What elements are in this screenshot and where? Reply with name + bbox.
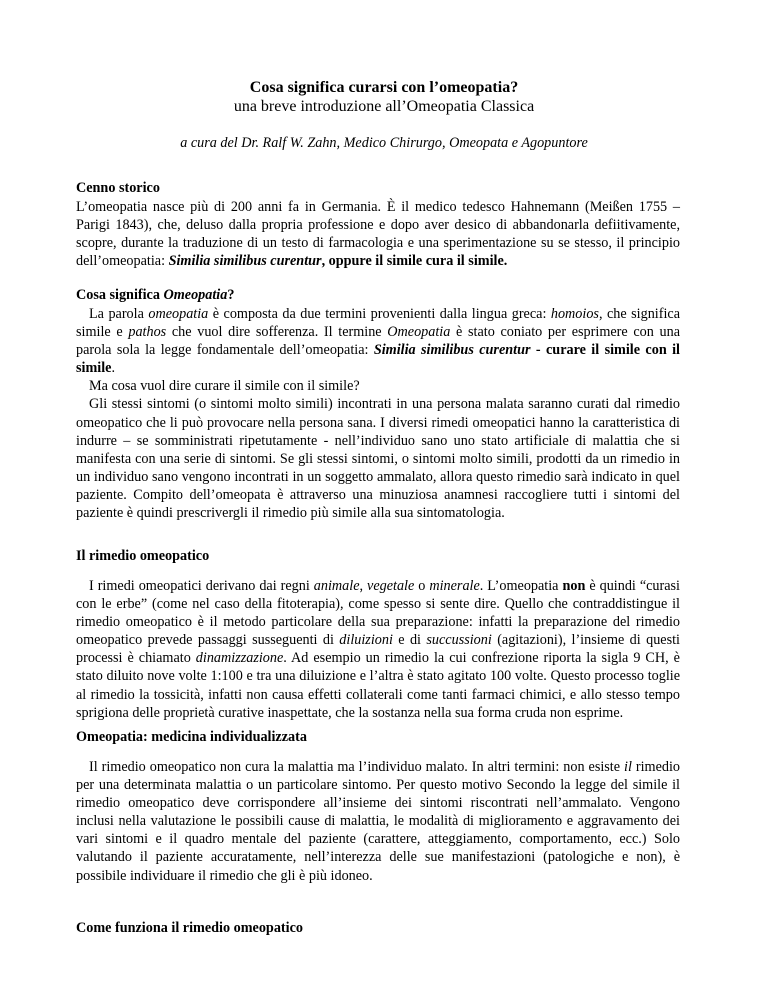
emphasis: il — [624, 759, 632, 775]
strong-emphasis: non — [562, 578, 586, 594]
section-heading-cosa-significa — [76, 287, 234, 304]
paragraph-text: , che significa simile e — [76, 306, 680, 341]
emphasis: minerale — [429, 578, 480, 594]
heading-text: Cosa significa — [76, 287, 164, 303]
section-heading-rimedio: Il rimedio omeopatico — [76, 548, 210, 564]
motto-translation: - curare il simile con il simile — [76, 342, 680, 377]
motto-translation: , oppure il simile cura il simile. — [321, 253, 508, 270]
emphasis: diluizioni — [339, 632, 393, 649]
paragraph-text: . L’omeopatia — [479, 578, 563, 594]
heading-emphasis: Omeopatia — [163, 287, 228, 303]
paragraph-text: L’omeopatia nasce più di 200 anni fa in Germania. È il medico tedesco Hahnemann (Meißen 1755 – Parigi 1843), che, deluso dalla propria professione e dopo aver desico di abbandonarla defiitivamente, scopre, durante la traduzione di un testo di farmacologia e una sperimentazione su se stesso, il principio dell’omeopatia: — [76, 199, 680, 270]
paragraph-text: è composta da due termini provenienti dalla lingua greca: — [208, 306, 551, 322]
heading-text: ? — [227, 287, 235, 303]
paragraph-rimedio — [76, 577, 680, 722]
paragraph-text: (agitazioni), l’insieme di questi processi è chiamato — [76, 632, 680, 667]
author-byline: a cura del Dr. Ralf W. Zahn, Medico Chirurgo, Omeopata e Agopuntore — [180, 135, 588, 151]
paragraph-individualizzata — [76, 758, 680, 885]
emphasis: animale — [313, 578, 360, 594]
section-heading-come-funziona: Come funziona il rimedio omeopatico — [76, 920, 303, 936]
paragraph-cenno-storico — [76, 198, 680, 270]
paragraph-text: o — [414, 578, 430, 594]
emphasis: pathos — [128, 324, 167, 341]
paragraph-text: , — [359, 578, 368, 594]
document-title: Cosa significa curarsi con l’omeopatia? — [249, 79, 519, 96]
emphasis: omeopatia — [148, 306, 209, 322]
paragraph-cosa-significa — [76, 305, 680, 522]
section-heading-individualizzata: Omeopatia: medicina individualizzata — [76, 729, 307, 745]
emphasis: vegetale — [367, 578, 415, 594]
document-subtitle: una breve introduzione all’Omeopatia Classica — [233, 98, 535, 115]
latin-motto: Similia similibus curentur — [373, 342, 531, 359]
paragraph-text: . — [111, 360, 116, 377]
paragraph-text: è stato coniato per esprimere con una parola sola la legge fondamentale dell’omeopatia: — [76, 324, 680, 359]
emphasis: dinamizzazione — [195, 650, 284, 667]
paragraph-text: I rimedi omeopatici derivano dai regni — [89, 578, 314, 594]
paragraph-text: . Ad esempio un rimedio la cui confrezione riporta la sigla 9 CH, è stato diluito nove volte 1:100 e tra una diluizione e l’altra è stato agitato 100 volte. Questo processo toglie al rimedio la tossicità, infatti non causa effetti collaterali come tanti farmaci chimici, e allo stesso tempo sprigiona delle proprietà curative inaspettate, che la sostanza nella sua forma cruda non esprime. — [76, 650, 680, 721]
emphasis: homoios — [550, 306, 599, 322]
section-heading-cenno-storico: Cenno storico — [76, 180, 160, 196]
paragraph-text: e di — [392, 632, 427, 649]
paragraph-question: Ma cosa vuol dire curare il simile con il simile? — [89, 378, 360, 395]
paragraph-text: che vuol dire sofferenza. Il termine — [166, 324, 388, 341]
emphasis: Omeopatia — [387, 324, 451, 341]
paragraph-text: è quindi “curasi con le erbe” (come nel caso della fitoterapia), come spesso si sente dire. Quello che contraddistingue il rimedio omeopatico è il metodo particolare della sua preparazione: infatti la preparazione del rimedio omeopatico prevede passaggi susseguenti di — [76, 578, 681, 649]
paragraph-text: rimedio per una determinata malattia o un particolare sintomo. Per questo motivo Secondo la legge del simile il rimedio omeopatico deve corrispondere all’insieme dei sintomi riscontrati nell’ammalato. Vengono inclusi nella valutazione le possibili cause di malattia, le modalità di miglioramento e aggravamento dei vari sintomi e il quadro mentale del paziente (carattere, atteggiamento, comportamento, ecc.) Solo valutando il paziente accuratamente, nell’interezza delle sue manifestazioni (patologiche e non), è possibile individuare il rimedio che gli è più idoneo. — [76, 759, 680, 884]
paragraph-text: Il rimedio omeopatico non cura la malattia ma l’individuo malato. In altri termini: non esiste — [89, 759, 625, 775]
paragraph-text: Gli stessi sintomi (o sintomi molto simili) incontrati in una persona malata saranno curati dal rimedio omeopatico che li può provocare nella persona sana. I diversi rimedi omeopatici hanno la caratteristica di indurre – se somministrati ripetutamente - nell’individuo sano uno stato artificiale di malattia che si manifesta con una serie di sintomi. Se gli stessi sintomi, o sintomi molto simili, prodotti da un rimedio in un individuo sano vengono incontrati in un soggetto ammalato, allora questo rimedio sarà indicato in quel paziente. Compito dell’omeopata è attraverso una minuziosa anamnesi raccogliere tutti i sintomi del paziente è quindi prescrivergli il rimedio più simile alla sua sintomatologia. — [76, 396, 680, 522]
emphasis: succussioni — [426, 632, 492, 649]
paragraph-text: La parola — [89, 306, 149, 322]
latin-motto: Similia similibus curentur — [168, 253, 322, 270]
